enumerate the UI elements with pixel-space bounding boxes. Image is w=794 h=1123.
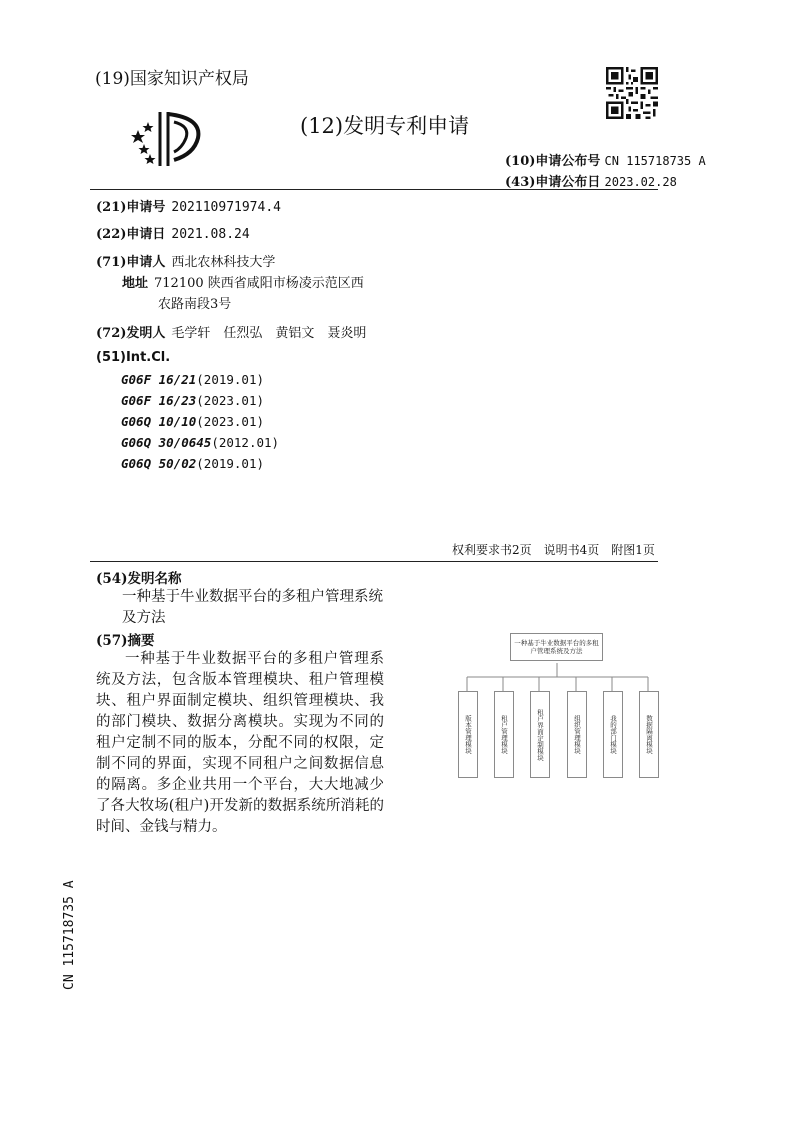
diagram-node-my-department: 我的部门模块 (603, 691, 623, 778)
ipc-entry (121, 393, 264, 408)
inventors-value: 毛学轩 任烈弘 黄铝文 聂炎明 (171, 326, 367, 341)
header-divider (90, 189, 658, 190)
publication-date-label: (43)申请公布日 (505, 175, 601, 190)
diagram-node-organization: 组织管理模块 (567, 691, 587, 778)
ipc-entry (121, 456, 264, 471)
applicant-label: (71)申请人 (96, 255, 166, 270)
publication-number-label: (10)申请公布号 (505, 154, 601, 169)
ipc-code: G06Q 10/10 (121, 414, 197, 429)
diagram-node-tenant: 租户管理模块 (494, 691, 514, 778)
cnipa-logo (130, 108, 208, 168)
diagram-node-data-isolation: 数据隔离模块 (639, 691, 659, 778)
application-date (96, 223, 250, 242)
ipc-version: (2019.01) (196, 372, 264, 387)
abstract-label: (57)摘要 (96, 633, 155, 649)
inventors-label: (72)发明人 (96, 326, 166, 341)
abstract-figure (455, 633, 660, 783)
applicant (96, 251, 275, 270)
application-number-value: 202110971974.4 (171, 200, 281, 215)
invention-title: 一种基于牛业数据平台的多租户管理系统及方法 (122, 589, 383, 626)
qr-code-icon[interactable] (606, 67, 658, 119)
application-date-value: 2021.08.24 (171, 227, 250, 242)
publication-date-value: 2023.02.28 (604, 175, 677, 189)
ipc-code: G06Q 50/02 (121, 456, 197, 471)
ipc-version: (2023.01) (196, 414, 264, 429)
ipc-code: G06F 16/23 (121, 393, 197, 408)
page-count-summary: 权利要求书2页 说明书4页 附图1页 (452, 543, 655, 557)
ipc-code: G06Q 30/0645 (121, 435, 212, 450)
publication-number (505, 150, 706, 169)
office-name: (19)国家知识产权局 (95, 69, 249, 89)
address-label: 地址 (122, 276, 149, 291)
ipc-version: (2019.01) (196, 456, 264, 471)
publication-number-value: CN 115718735 A (604, 154, 706, 168)
section-divider (90, 561, 658, 562)
invention-title-label: (54)发明名称 (96, 571, 182, 587)
ipc-version: (2012.01) (211, 435, 280, 450)
abstract-text: 一种基于牛业数据平台的多租户管理系统及方法，包含版本管理模块、租户管理模块、租户界面制定模块、组织管理模块、我的部门模块、数据分离模块。实现为不同的租户定制不同的版本，分配不同的权限，定制不同的界面，实现不同租户之间数据信息的隔离。多企业共用一个平台，大大地减少了各大牧场(租户)开发新的数据系统所消耗的时间、金钱与精力。 (96, 651, 384, 835)
address-line-1: 712100 陕西省咸阳市杨凌示范区西 (154, 276, 364, 291)
side-publication-code: CN 115718735 A (62, 880, 77, 990)
ipc-code: G06F 16/21 (121, 372, 197, 387)
publication-date (505, 171, 677, 190)
ipc-version: (2023.01) (196, 393, 264, 408)
document-type: (12)发明专利申请 (300, 114, 470, 138)
inventors (96, 322, 366, 341)
ipc-entry (121, 414, 264, 429)
ipc-entry (121, 372, 264, 387)
application-number (96, 196, 281, 215)
diagram-node-version: 版本管理模块 (458, 691, 478, 778)
diagram-root-node: 一种基于牛业数据平台的多租户管理系统及方法 (510, 633, 603, 661)
applicant-value: 西北农林科技大学 (171, 255, 276, 270)
application-number-label: (21)申请号 (96, 200, 166, 215)
ipc-label: (51)Int.Cl. (96, 350, 171, 365)
application-date-label: (22)申请日 (96, 227, 166, 242)
diagram-node-tenant-ui: 租户界面定制模块 (530, 691, 550, 778)
address-line-2: 农路南段3号 (158, 297, 232, 312)
address (122, 272, 364, 291)
ipc-entry (121, 435, 279, 450)
